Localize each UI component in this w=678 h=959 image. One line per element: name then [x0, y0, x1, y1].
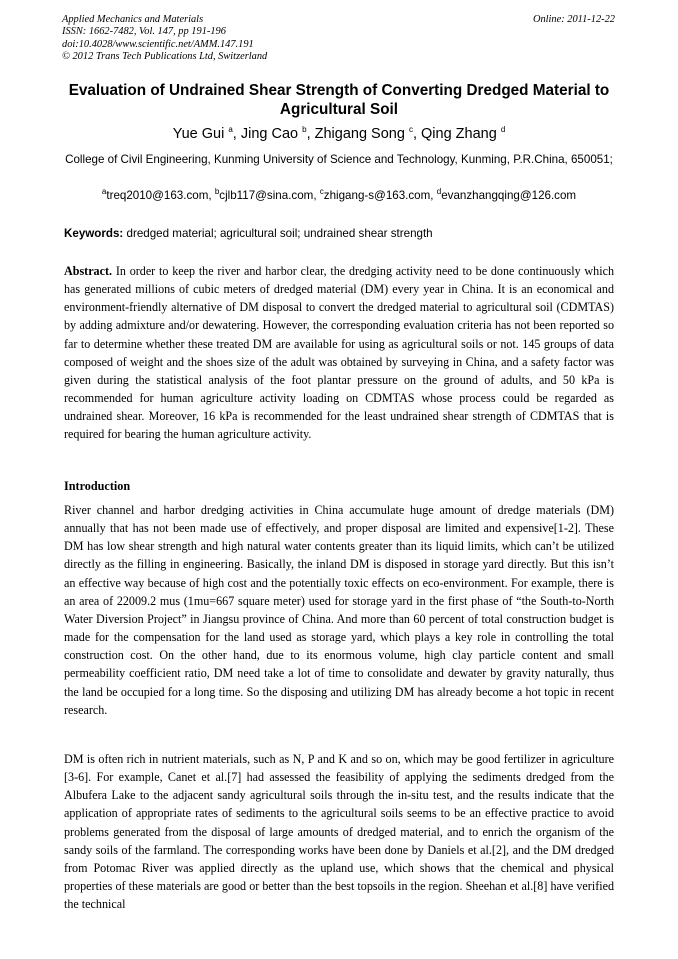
- email-sup: c: [319, 187, 324, 197]
- affiliation: College of Civil Engineering, Kunming University of Science and Technology, Kunming, P.R.China, 650051;: [65, 153, 613, 166]
- author-name: Qing Zhang: [421, 126, 497, 142]
- email-link[interactable]: zhigang-s@163.com: [323, 189, 431, 202]
- author-name: Zhigang Song: [314, 126, 405, 142]
- keywords-text: dredged material; agricultural soil; undrained shear strength: [126, 227, 433, 240]
- author-name: Jing Cao: [240, 126, 299, 142]
- journal-doi: doi:10.4028/www.scientific.net/AMM.147.191: [62, 38, 254, 50]
- email-sup: a: [101, 187, 107, 197]
- abstract-text: In order to keep the river and harbor clear, the dredging activity need to be done continuously which has generated millions of cubic meters of dredged material (DM) every year in China. It is an economical and environment-friendly alternative of DM disposal to convert the dredged material to agricultural soil (CDMTAS) by adding admixture and/or dewatering. However, the corresponding evaluation criteria has not been reported so far to determine whether these treated DM are available for using as agricultural soils or not. 145 groups of data composed of weight and the shoes size of the adult was obtained by surveying in China, and a safety factor was given during the statistical analysis of the foot plantar pressure on the ground of adults, and 50 kPa is recommended for human agriculture activity loading on CDMTAS whose process could be regarded as undrained shear. Moreover, 16 kPa is recommended for the least undrained shear strength of CDMTAS that is required for bearing the human agriculture activity.: [64, 264, 614, 442]
- author-name: Yue Gui: [172, 126, 225, 142]
- author-sup: c: [408, 125, 413, 135]
- abstract-label: Abstract.: [64, 264, 113, 278]
- journal-header: [62, 14, 267, 63]
- email-link[interactable]: evanzhangqing@126.com: [441, 189, 577, 202]
- email-sup: d: [436, 187, 442, 197]
- journal-issn: ISSN: 1662-7482, Vol. 147, pp 191-196: [62, 26, 226, 38]
- online-date: Online: 2011-12-22: [532, 14, 615, 25]
- intro-paragraph-1: River channel and harbor dredging activities in China accumulate huge amount of dredge materials (DM) annually that has not been made use of effectively, and proper disposal are limited and expensive[1-2]. These DM has low shear strength and high natural water contents greater than its liquid limits, which can’t be utilized directly as the filling in engineering. Basically, the inland DM is disposed in storage yard directly. But this isn’t an effective way because of high cost and the potentially toxic effects on eco-environment. For example, there is an area of 22009.2 mus (1mu=667 square meter) used for storage yard in the first phase of “the South-to-North Water Diversion Project” in Jiangsu province of China. And more than 60 percent of total construction budget is made for the compensation for the land used as storage yard, which plays a key role in controlling the total construction cost. On the other hand, due to its enormous volume, high clay particle content and small permeability coefficient ratio, DM need take a lot of time to consolidate and dewater by gravity naturally, thus the land be occupied for a long time. So the disposing and utilizing DM has already become a hot topic in recent research.: [64, 503, 614, 717]
- email-link[interactable]: treq2010@163.com: [106, 189, 209, 202]
- email-sup: b: [214, 187, 220, 197]
- author-sup: b: [302, 125, 307, 135]
- journal-name: Applied Mechanics and Materials: [62, 14, 204, 25]
- email-link[interactable]: cjlb117@sina.com: [219, 189, 314, 202]
- author-sup: d: [500, 125, 506, 135]
- keywords-label: Keywords:: [64, 227, 124, 240]
- author-sup: a: [228, 125, 233, 135]
- intro-paragraph-2: DM is often rich in nutrient materials, such as N, P and K and so on, which may be good fertilizer in agriculture [3-6]. For example, Canet et al.[7] had assessed the feasibility of applying the sediments dredged from the Albufera Lake to the adjacent sandy agricultural soils through the in-situ test, and the results indicate that the application of appropriate rates of sediments to the agricultural soils seems to be an effective practice to avoid problems generated from the disposal of large amounts of dredged material, and to enrich the organism of the sandy soils of the farmland. The corresponding works have been done by Daniels et al.[2], and the DM dredged from Potomac River was applied directly as the upland use, which shows that the chemical and physical properties of these materials are good or better than the best topsoils in the region. Sheehan et al.[8] have verified the technical: [64, 752, 614, 912]
- journal-copyright: © 2012 Trans Tech Publications Ltd, Switzerland: [62, 50, 268, 62]
- email-list: $^a$treq2010@163.com, $^b$cjlb117@sina.com, $^c$zhigang-s@163.com, $^d$evanzhangqing@126.com: [101, 187, 577, 202]
- abstract: [64, 262, 614, 444]
- keywords: [64, 226, 616, 241]
- section-heading-introduction: Introduction: [64, 479, 131, 493]
- paper-title: Evaluation of Undrained Shear Strength of Converting Dredged Material to Agricultural Soil: [68, 82, 610, 118]
- author-list: Yue Gui $^a$, Jing Cao $^b$, Zhigang Song $^c$, Qing Zhang $^d$: [172, 125, 506, 142]
